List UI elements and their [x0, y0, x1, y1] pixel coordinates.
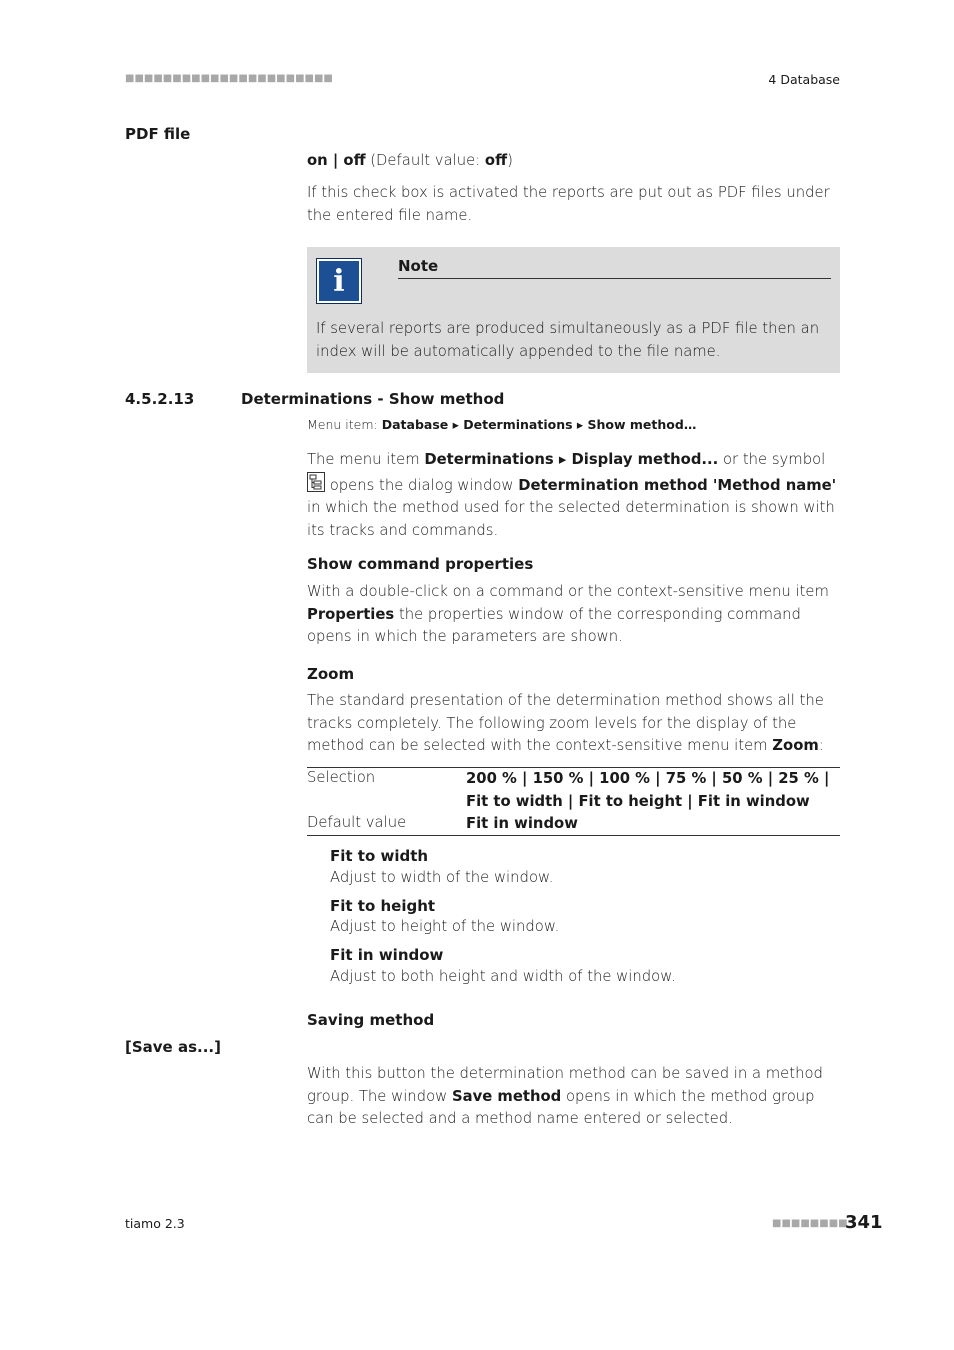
selection-values-line-1: 200 % | 150 % | 100 % | 75 % | 50 % | 25 % |	[466, 770, 830, 787]
footer-dots: ■■■■■■■■	[772, 1218, 848, 1229]
chapter-title: 4 Database	[768, 72, 840, 87]
footer-product: tiamo 2.3	[125, 1216, 185, 1231]
default-suffix: )	[507, 152, 513, 169]
note-box	[307, 247, 840, 373]
show-props-bold: Properties	[307, 605, 395, 623]
intro-text-4: in which the method used for the selected determination is shown with its tracks and commands.	[307, 499, 835, 539]
zoom-text	[307, 690, 843, 758]
saving-text-1: With this button the determination method can be saved in a method group. The window	[307, 1065, 823, 1105]
section-intro	[307, 449, 841, 542]
default-value: Fit in window	[466, 815, 578, 832]
zoom-bold: Zoom	[772, 737, 819, 754]
info-icon: i	[316, 258, 362, 304]
show-props-text-1: With a double-click on a command or the context-sensitive menu item	[307, 583, 829, 600]
intro-text-2: or the symbol	[718, 451, 826, 468]
def-term-fit-window: Fit in window	[330, 946, 444, 964]
selection-values	[466, 768, 846, 813]
header-dots: ■■■■■■■■■■■■■■■■■■■■■■	[125, 73, 333, 84]
show-props-heading: Show command properties	[307, 555, 534, 573]
page-number: 341	[845, 1212, 883, 1233]
method-tree-icon	[307, 472, 325, 492]
intro-text-1: The menu item	[307, 451, 425, 468]
saving-bold: Save method	[451, 1087, 562, 1105]
table-bottom-rule	[307, 835, 840, 836]
note-title: Note	[398, 257, 439, 275]
intro-dialog-name: Determination method 'Method name'	[518, 476, 837, 494]
def-desc-fit-height: Adjust to height of the window.	[330, 918, 560, 935]
def-term-fit-height: Fit to height	[330, 897, 436, 915]
saving-heading: Saving method	[307, 1011, 435, 1029]
default-prefix: (Default value:	[365, 152, 485, 169]
zoom-heading: Zoom	[307, 665, 355, 683]
default-value: off	[484, 152, 508, 169]
pdf-file-heading: PDF file	[125, 125, 191, 143]
default-value-label: Default value	[307, 814, 407, 831]
note-text: If several reports are produced simultaneously as a PDF file then an index will be automatically appended to the file name.	[316, 320, 820, 360]
pdf-file-description: If this check box is activated the reports are put out as PDF files under the entered file name.	[307, 184, 830, 224]
selection-values-line-2: Fit to width | Fit to height | Fit in window	[466, 792, 810, 810]
on-off-value: on | off	[307, 152, 366, 169]
note-divider	[398, 278, 831, 279]
zoom-text-2: :	[818, 737, 824, 754]
zoom-text-1: The standard presentation of the determination method shows all the tracks completely. The following zoom levels for the display of the method can be selected with the context-sensitive menu item	[307, 692, 824, 754]
menu-prefix: Menu item:	[307, 417, 382, 432]
save-as-button-label: [Save as...]	[125, 1038, 221, 1056]
section-title: Determinations - Show method	[241, 390, 505, 408]
menu-item-path	[307, 417, 696, 432]
def-desc-fit-width: Adjust to width of the window.	[330, 869, 554, 886]
selection-label: Selection	[307, 769, 376, 786]
pdf-file-options	[307, 150, 841, 173]
show-props-text-2: the properties window of the corresponding command opens in which the parameters are shown.	[307, 605, 801, 645]
def-desc-fit-window: Adjust to both height and width of the window.	[330, 968, 676, 985]
show-props-text	[307, 581, 841, 649]
saving-text-2: opens in which the method group can be selected and a method name entered or selected.	[307, 1087, 815, 1127]
intro-text-3: opens the dialog window	[325, 476, 519, 494]
intro-menu-item: Determinations ▸ Display method...	[424, 451, 719, 468]
def-term-fit-width: Fit to width	[330, 847, 429, 865]
section-number: 4.5.2.13	[125, 390, 195, 408]
saving-text	[307, 1063, 843, 1131]
menu-path: Database ▸ Determinations ▸ Show method…	[381, 417, 697, 432]
